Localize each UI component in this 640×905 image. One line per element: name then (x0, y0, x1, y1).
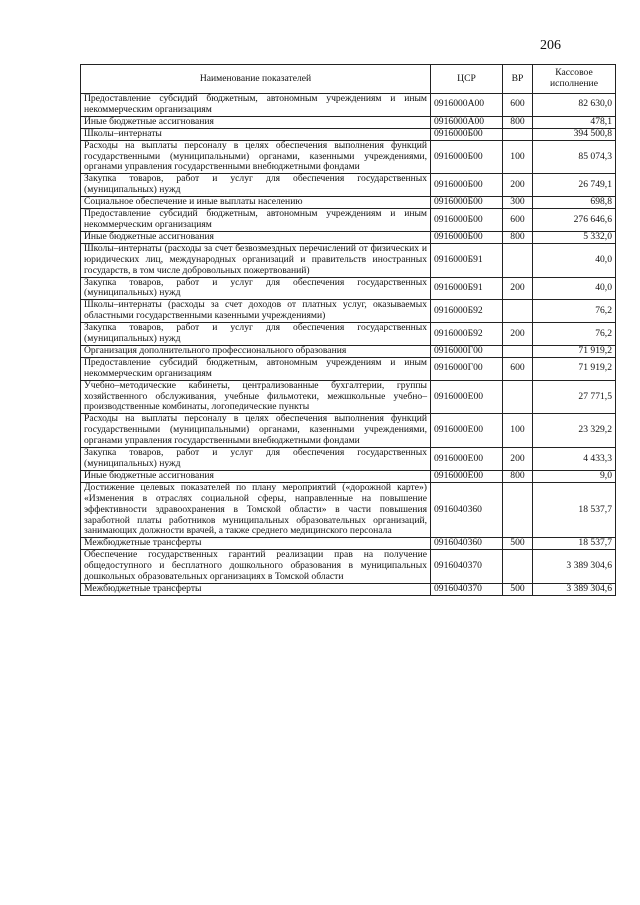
cell-csr: 0916000Б00 (431, 231, 503, 243)
table-row (81, 583, 616, 595)
cell-name: Школы–интернаты (расходы за счет безвозмездных перечислений от физических и юридических лиц, международных организаций и правительств иностранных государств, в том числе добровольных пожертвований) (81, 243, 431, 277)
cell-amount: 82 630,0 (533, 94, 616, 117)
cell-vr: 200 (503, 448, 533, 471)
cell-csr: 0916000Б00 (431, 197, 503, 209)
cell-amount: 26 749,1 (533, 174, 616, 197)
table-row (81, 231, 616, 243)
table-row (81, 300, 616, 323)
cell-name: Закупка товаров, работ и услуг для обеспечения государственных (муниципальных) нужд (81, 277, 431, 300)
cell-amount: 276 646,6 (533, 209, 616, 232)
cell-amount: 394 500,8 (533, 128, 616, 140)
table-row (81, 538, 616, 550)
cell-amount: 478,1 (533, 116, 616, 128)
cell-name: Достижение целевых показателей по плану мероприятий («дорожной карте») «Изменения в отраслях социальной сферы, направленные на повышение эффективности здравоохранения в Томской области» в части повышения заработной платы работников муниципальных образовательных организаций, занимающих должности врачей, а также среднего медицинского персонала (81, 482, 431, 538)
table-row (81, 357, 616, 380)
cell-csr: 0916000Е00 (431, 380, 503, 414)
cell-name: Иные бюджетные ассигнования (81, 470, 431, 482)
cell-name: Межбюджетные трансферты (81, 583, 431, 595)
cell-csr: 0916000Б91 (431, 277, 503, 300)
cell-name: Закупка товаров, работ и услуг для обеспечения государственных (муниципальных) нужд (81, 448, 431, 471)
table-body (81, 94, 616, 596)
table-row (81, 414, 616, 448)
table-row (81, 243, 616, 277)
header-csr: ЦСР (431, 65, 503, 94)
table-row (81, 470, 616, 482)
cell-csr: 0916000Г00 (431, 357, 503, 380)
cell-amount: 698,8 (533, 197, 616, 209)
cell-amount: 18 537,7 (533, 538, 616, 550)
table-row (81, 448, 616, 471)
cell-vr: 600 (503, 94, 533, 117)
cell-csr: 0916040370 (431, 550, 503, 584)
cell-vr: 800 (503, 231, 533, 243)
cell-amount: 18 537,7 (533, 482, 616, 538)
cell-csr: 0916000А00 (431, 94, 503, 117)
cell-vr: 200 (503, 323, 533, 346)
cell-amount: 9,0 (533, 470, 616, 482)
cell-amount: 40,0 (533, 243, 616, 277)
table-row (81, 94, 616, 117)
cell-amount: 76,2 (533, 323, 616, 346)
cell-vr (503, 550, 533, 584)
cell-csr: 0916000Е00 (431, 470, 503, 482)
cell-csr: 0916000Б92 (431, 323, 503, 346)
cell-amount: 85 074,3 (533, 140, 616, 174)
cell-vr: 800 (503, 470, 533, 482)
table-row (81, 550, 616, 584)
cell-name: Иные бюджетные ассигнования (81, 116, 431, 128)
cell-csr: 0916000Б00 (431, 140, 503, 174)
cell-vr: 300 (503, 197, 533, 209)
cell-amount: 76,2 (533, 300, 616, 323)
cell-vr: 800 (503, 116, 533, 128)
cell-name: Расходы на выплаты персоналу в целях обеспечения выполнения функций государственными (муниципальными) органами, казенными учреждениями, органами управления государственными внебюджетными фондами (81, 414, 431, 448)
cell-amount: 3 389 304,6 (533, 550, 616, 584)
cell-csr: 0916000Е00 (431, 414, 503, 448)
table-row (81, 128, 616, 140)
cell-vr: 100 (503, 414, 533, 448)
cell-csr: 0916000Б00 (431, 174, 503, 197)
table-row (81, 380, 616, 414)
cell-vr (503, 380, 533, 414)
cell-amount: 3 389 304,6 (533, 583, 616, 595)
table-row (81, 174, 616, 197)
cell-vr (503, 128, 533, 140)
cell-name: Закупка товаров, работ и услуг для обеспечения государственных (муниципальных) нужд (81, 323, 431, 346)
cell-amount: 4 433,3 (533, 448, 616, 471)
cell-vr (503, 300, 533, 323)
table-row (81, 197, 616, 209)
cell-csr: 0916000Б00 (431, 128, 503, 140)
table-row (81, 209, 616, 232)
cell-vr: 200 (503, 277, 533, 300)
cell-vr: 500 (503, 583, 533, 595)
cell-csr: 0916040360 (431, 482, 503, 538)
cell-name: Иные бюджетные ассигнования (81, 231, 431, 243)
table-row (81, 116, 616, 128)
page-number: 206 (540, 38, 561, 53)
cell-csr: 0916000Б91 (431, 243, 503, 277)
cell-name: Обеспечение государственных гарантий реализации прав на получение общедоступного и бесплатного дошкольного образования в муниципальных дошкольных образовательных организациях в Томской области (81, 550, 431, 584)
cell-name: Учебно–методические кабинеты, централизованные бухгалтерии, группы хозяйственного обслуживания, учебные фильмотеки, межшкольные учебно–производственные комбинаты, логопедические пункты (81, 380, 431, 414)
cell-vr: 500 (503, 538, 533, 550)
cell-csr: 0916040370 (431, 583, 503, 595)
cell-csr: 0916000Б92 (431, 300, 503, 323)
cell-amount: 23 329,2 (533, 414, 616, 448)
cell-name: Расходы на выплаты персоналу в целях обеспечения выполнения функций государственными (муниципальными) органами, казенными учреждениями, органами управления государственными внебюджетными фондами (81, 140, 431, 174)
header-vr: ВР (503, 65, 533, 94)
cell-csr: 0916000Е00 (431, 448, 503, 471)
cell-name: Предоставление субсидий бюджетным, автономным учреждениям и иным некоммерческим организациям (81, 94, 431, 117)
cell-vr (503, 243, 533, 277)
cell-amount: 71 919,2 (533, 357, 616, 380)
cell-vr: 600 (503, 357, 533, 380)
cell-vr: 200 (503, 174, 533, 197)
cell-csr: 0916000А00 (431, 116, 503, 128)
table-row (81, 277, 616, 300)
cell-amount: 71 919,2 (533, 345, 616, 357)
cell-name: Школы–интернаты (расходы за счет доходов от платных услуг, оказываемых областными государственными казенными учреждениями) (81, 300, 431, 323)
cell-vr: 100 (503, 140, 533, 174)
cell-vr (503, 345, 533, 357)
cell-name: Школы–интернаты (81, 128, 431, 140)
cell-csr: 0916000Г00 (431, 345, 503, 357)
header-name: Наименование показателей (81, 65, 431, 94)
header-amount: Кассовое исполнение (533, 65, 616, 94)
table-row (81, 345, 616, 357)
cell-name: Предоставление субсидий бюджетным, автономным учреждениям и иным некоммерческим организациям (81, 209, 431, 232)
cell-amount: 27 771,5 (533, 380, 616, 414)
cell-name: Предоставление субсидий бюджетным, автономным учреждениям и иным некоммерческим организациям (81, 357, 431, 380)
table-row (81, 140, 616, 174)
table-row (81, 323, 616, 346)
cell-amount: 5 332,0 (533, 231, 616, 243)
cell-amount: 40,0 (533, 277, 616, 300)
cell-name: Закупка товаров, работ и услуг для обеспечения государственных (муниципальных) нужд (81, 174, 431, 197)
cell-name: Межбюджетные трансферты (81, 538, 431, 550)
cell-vr (503, 482, 533, 538)
table-header-row (81, 65, 616, 94)
table-row (81, 482, 616, 538)
cell-csr: 0916000Б00 (431, 209, 503, 232)
cell-csr: 0916040360 (431, 538, 503, 550)
cell-name: Социальное обеспечение и иные выплаты населению (81, 197, 431, 209)
cell-vr: 600 (503, 209, 533, 232)
cell-name: Организация дополнительного профессионального образования (81, 345, 431, 357)
budget-execution-table (80, 64, 616, 596)
